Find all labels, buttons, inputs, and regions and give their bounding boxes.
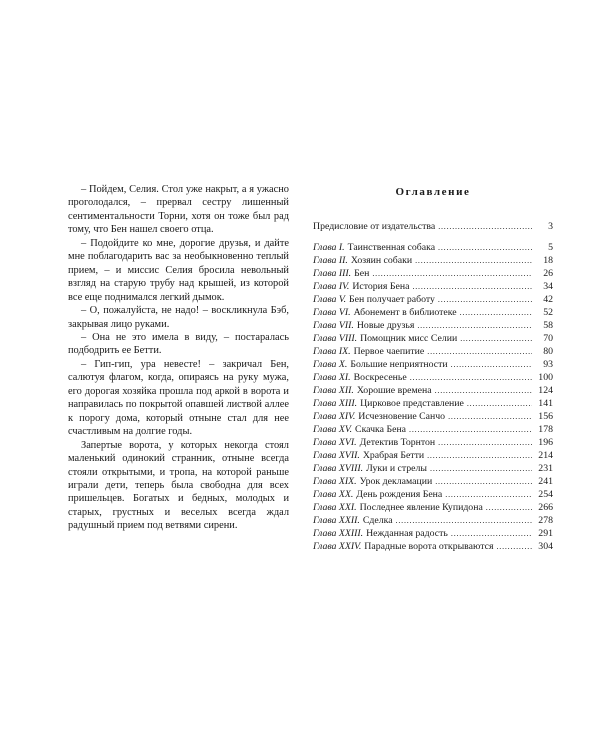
toc-entry	[313, 254, 553, 267]
toc-entry-title: Скачка Бена	[355, 424, 407, 435]
toc-entry	[313, 423, 553, 436]
toc-entry-title: Бен	[354, 268, 370, 279]
toc-entry-title: Таинственная собака	[347, 242, 436, 253]
toc-entry-page: 178	[538, 424, 553, 435]
toc-leader-dots	[396, 514, 532, 527]
toc-chapter-label: Глава XVI.	[313, 437, 357, 448]
toc-entry-preface	[313, 220, 553, 233]
paragraph: – Гип-гип, ура невесте! – закричал Бен, салютуя флагом, когда, опираясь на руку мужа, его дорогая хозяйка прошла под аркой в ворота и направилась по покрытой опавшей листвой аллее к порогу дома, который отныне стал для нее счастливым на долгие годы.	[68, 358, 289, 438]
toc-chapter-label: Глава IV.	[313, 281, 350, 292]
toc-entry-title: Предисловие от издательства	[313, 221, 436, 232]
toc-entry	[313, 514, 553, 527]
toc-chapter-label: Глава XXIV.	[313, 541, 362, 552]
toc-entry	[313, 345, 553, 358]
toc-entry-title: Парадные ворота открываются	[364, 541, 494, 552]
toc-entry-page: 196	[538, 437, 553, 448]
toc-entry-page: 124	[538, 385, 553, 396]
toc-entry-title: Нежданная радость	[366, 528, 448, 539]
toc-entry-title: Хорошие времена	[356, 385, 432, 396]
toc-entry	[313, 241, 553, 254]
toc-entry	[313, 280, 553, 293]
toc-entry-title: Большие неприятности	[350, 359, 448, 370]
toc-entry-page: 141	[538, 398, 553, 409]
paragraph: – Пойдем, Селия. Стол уже накрыт, а я ужасно проголодался, – прервал сестру лишенный сентиментальности Торни, хотя он тоже был рад тому, что Бен нашел своего отца.	[68, 184, 289, 236]
toc-entry	[313, 501, 553, 514]
toc-chapter-label: Глава XII.	[313, 385, 354, 396]
toc-chapter-label: Глава IX.	[313, 346, 351, 357]
toc-leader-dots	[410, 371, 532, 384]
toc-chapter-label: Глава XX.	[313, 489, 354, 500]
toc-chapter-label: Глава XVII.	[313, 450, 360, 461]
toc-leader-dots	[427, 449, 532, 462]
toc-entry-page: 70	[543, 333, 553, 344]
toc-entry	[313, 436, 553, 449]
toc-entry-title: Последнее явление Купидона	[359, 502, 483, 513]
toc-entry	[313, 410, 553, 423]
toc-entry	[313, 397, 553, 410]
toc-leader-dots	[496, 540, 532, 553]
toc-entry	[313, 527, 553, 540]
toc-entry	[313, 540, 553, 553]
toc-entry	[313, 267, 553, 280]
toc-entry-title: Бен получает работу	[349, 294, 435, 305]
toc-entry	[313, 293, 553, 306]
toc-entry	[313, 332, 553, 345]
toc-chapter-label: Глава XIV.	[313, 411, 356, 422]
toc-entry-title: Исчезновение Санчо	[358, 411, 446, 422]
toc-chapter-label: Глава II.	[313, 255, 348, 266]
toc-chapter-label: Глава XXI.	[313, 502, 357, 513]
table-of-contents	[313, 186, 553, 553]
toc-leader-dots	[435, 384, 532, 397]
toc-entry	[313, 449, 553, 462]
paragraph: – Она не это имела в виду, – постаралась подбодрить ее Бетти.	[68, 331, 289, 357]
toc-chapter-label: Глава VI.	[313, 307, 351, 318]
toc-entry	[313, 306, 553, 319]
toc-entry-title: Воскресенье	[353, 372, 407, 383]
toc-entry-page: 5	[548, 242, 553, 253]
toc-entry-page: 214	[538, 450, 553, 461]
toc-chapter-label: Глава X.	[313, 359, 348, 370]
toc-leader-dots	[427, 345, 532, 358]
toc-entry	[313, 371, 553, 384]
toc-chapter-label: Глава XVIII.	[313, 463, 364, 474]
toc-chapter-label: Глава XXII.	[313, 515, 360, 526]
toc-leader-dots	[430, 462, 532, 475]
toc-entry-title: Цирковое представление	[360, 398, 464, 409]
toc-leader-dots	[372, 267, 532, 280]
paragraph: – Подойдите ко мне, дорогие друзья, и дайте мне поблагодарить вас за необыкновенно теплый прием, – и миссис Селия бросила невольный взгляд на старую трубу над крышей, из которой все еще поднимался легкий дымок.	[68, 237, 289, 303]
toc-chapter-label: Глава VII.	[313, 320, 354, 331]
toc-entry-page: 291	[538, 528, 553, 539]
toc-entry-title: История Бена	[352, 281, 410, 292]
toc-entry-page: 231	[538, 463, 553, 474]
toc-leader-dots	[467, 397, 532, 410]
toc-entry-page: 278	[538, 515, 553, 526]
toc-chapter-label: Глава XXIII.	[313, 528, 364, 539]
toc-entry-title: Урок декламации	[359, 476, 433, 487]
paragraph: – О, пожалуйста, не надо! – воскликнула Бэб, закрывая лицо руками.	[68, 305, 289, 330]
paragraph: Запертые ворота, у которых некогда стоял маленький одинокий странник, отныне всегда стояли открытыми, и тропа, на которой раньше играли дети, теперь была свободна для всех пришельцев. Богатых и бедных, молодых и старых, грустных и веселых всегда ждал радушный прием под ветвями сирени.	[68, 439, 289, 532]
toc-entry-title: Помощник мисс Селии	[360, 333, 458, 344]
toc-leader-dots	[486, 501, 532, 514]
toc-chapter-label: Глава III.	[313, 268, 352, 279]
toc-entry-page: 26	[543, 268, 553, 279]
toc-entry-title: День рождения Бена	[356, 489, 443, 500]
toc-entry-title: Новые друзья	[356, 320, 415, 331]
toc-leader-dots	[438, 220, 532, 233]
toc-entry-page: 241	[538, 476, 553, 487]
toc-chapter-label: Глава I.	[313, 242, 345, 253]
toc-entry	[313, 488, 553, 501]
toc-entry-title: Детектив Торнтон	[359, 437, 436, 448]
toc-leader-dots	[438, 293, 532, 306]
toc-entry-page: 304	[538, 541, 553, 552]
toc-entry-title: Абонемент в библиотеке	[353, 307, 457, 318]
toc-leader-dots	[451, 527, 532, 540]
toc-leader-dots	[412, 280, 532, 293]
toc-chapter-label: Глава VIII.	[313, 333, 358, 344]
toc-entry-page: 156	[538, 411, 553, 422]
toc-entry	[313, 384, 553, 397]
toc-chapter-label: Глава XI.	[313, 372, 351, 383]
toc-chapter-label: Глава XIII.	[313, 398, 358, 409]
toc-leader-dots	[448, 410, 532, 423]
toc-entry-title: Луки и стрелы	[366, 463, 428, 474]
toc-title: Оглавление	[395, 186, 471, 198]
toc-entry-page: 34	[543, 281, 553, 292]
toc-entry-page: 52	[543, 307, 553, 318]
toc-entry-page: 3	[548, 221, 553, 232]
toc-entry-title: Хозяин собаки	[350, 255, 413, 266]
toc-leader-dots	[438, 436, 532, 449]
toc-leader-dots	[445, 488, 532, 501]
toc-leader-dots	[460, 306, 532, 319]
toc-entry-page: 42	[543, 294, 553, 305]
toc-leader-dots	[415, 254, 532, 267]
toc-entry-page: 58	[543, 320, 553, 331]
toc-entry-page: 18	[543, 255, 553, 266]
toc-leader-dots	[451, 358, 532, 371]
toc-leader-dots	[460, 332, 532, 345]
toc-chapter-label: Глава V.	[313, 294, 347, 305]
toc-entry-page: 80	[543, 346, 553, 357]
toc-leader-dots	[435, 475, 532, 488]
toc-entry	[313, 319, 553, 332]
left-page-text	[68, 183, 289, 533]
toc-entry	[313, 475, 553, 488]
toc-entry-page: 100	[538, 372, 553, 383]
toc-entry-page: 93	[543, 359, 553, 370]
toc-entry-title: Сделка	[362, 515, 393, 526]
toc-leader-dots	[409, 423, 532, 436]
toc-entry-title: Храбрая Бетти	[362, 450, 425, 461]
toc-list	[313, 220, 553, 553]
toc-chapter-label: Глава XIX.	[313, 476, 357, 487]
toc-leader-dots	[417, 319, 532, 332]
toc-entry	[313, 462, 553, 475]
toc-entry-page: 266	[538, 502, 553, 513]
toc-entry-page: 254	[538, 489, 553, 500]
toc-leader-dots	[438, 241, 532, 254]
toc-entry-title: Первое чаепитие	[353, 346, 425, 357]
toc-entry	[313, 358, 553, 371]
toc-chapter-label: Глава XV.	[313, 424, 353, 435]
